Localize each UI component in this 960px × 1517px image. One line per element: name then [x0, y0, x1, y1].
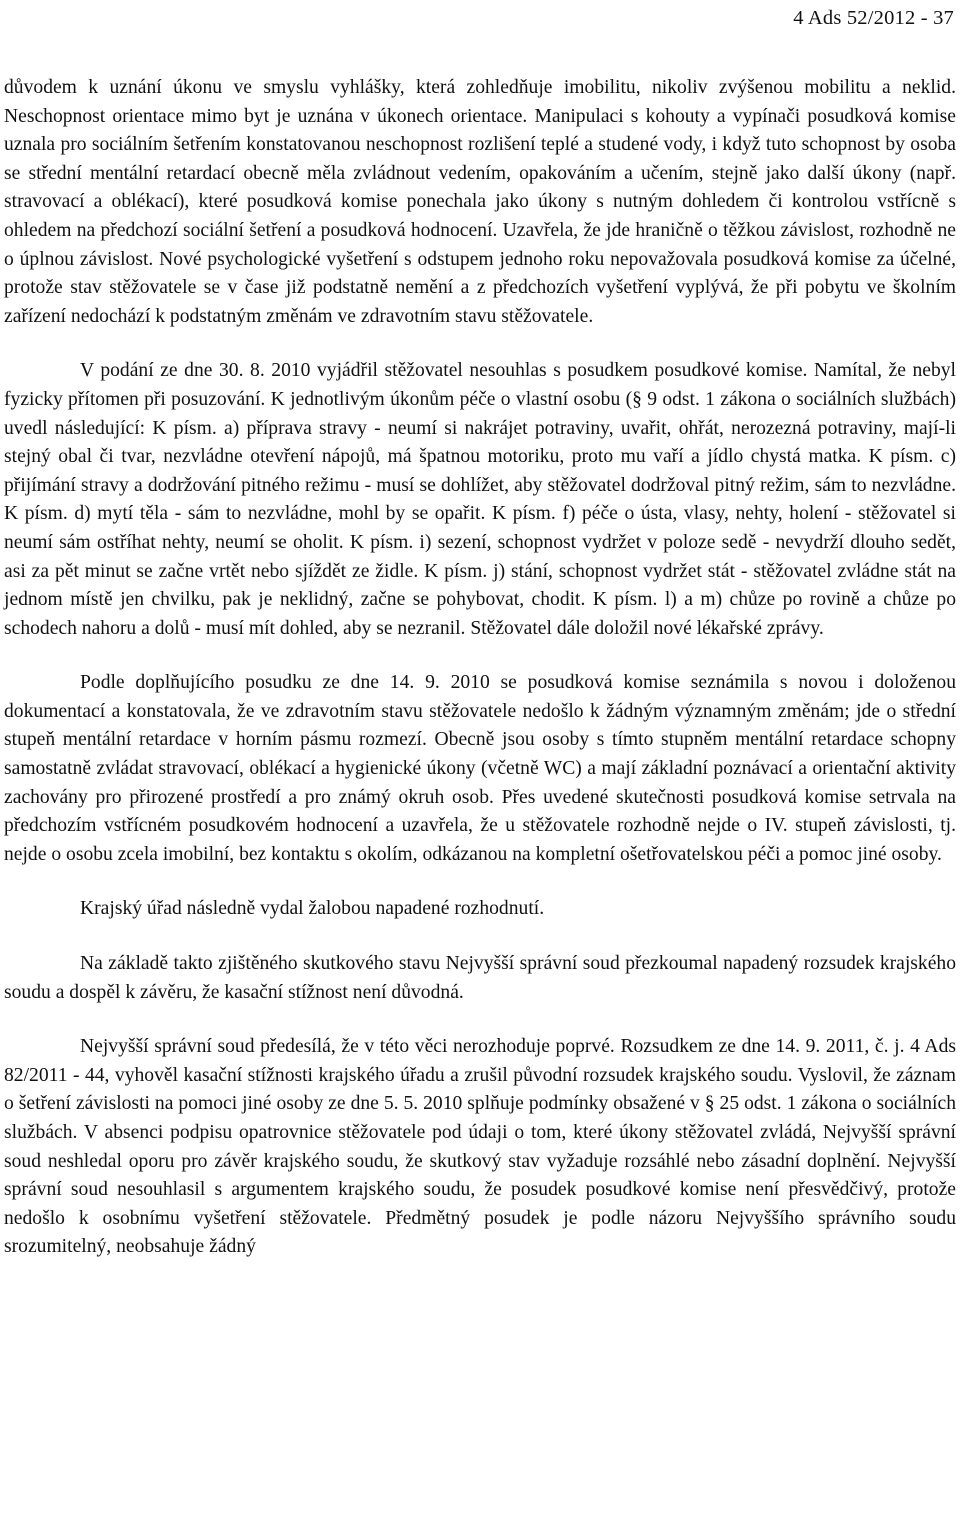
paragraph-doplnujici-posudek: Podle doplňujícího posudku ze dne 14. 9. 2010 se posudková komise seznámila s novou i doloženou dokumentací a konstatovala, že ve zdravotním stavu stěžovatele nedošlo k žádným významným změnám; jde o střední stupeň mentální retardace v horním pásmu rozmezí. Obecně jsou osoby s tímto stupněm mentální retardace schopny samostatně zvládat stravovací, oblékací a hygienické úkony (včetně WC) a mají základní poznávací a orientační aktivity zachovány pro přirozené prostředí a pro známý okruh osob. Přes uvedené skutečnosti posudková komise setrvala na předchozím vstřícném posudkovém hodnocení a uzavřela, že u stěžovatele rozhodně nejde o IV. stupeň závislosti, tj. nejde o osobu zcela imobilní, bez kontaktu s okolím, odkázanou na kompletní ošetřovatelskou péči a pomoc jiné osoby.: [4, 672, 956, 865]
document-body: [4, 74, 956, 1262]
paragraph-posudek-continuation: důvodem k uznání úkonu ve smyslu vyhlášky, která zohledňuje imobilitu, nikoliv zvýšenou mobilitu a neklid. Neschopnost orientace mimo byt je uznána v úkonech orientace. Manipulaci s kohouty a vypínači posudková komise uznala pro sociálním šetřením konstatovanou neschopnost rozlišení teplé a studené vody, i když tuto schopnost by osoba se střední mentální retardací obecně měla zvládnout vedením, opakováním a učením, stejně jako další úkony (např. stravovací a oblékací), které posudková komise ponechala jako úkony s nutným dohledem či kontrolou vstřícně s ohledem na předchozí sociální šetření a posudková hodnocení. Uzavřela, že jde hraničně o těžkou závislost, rozhodně ne o úplnou závislost. Nové psychologické vyšetření s odstupem jednoho roku nepovažovala posudková komise za účelné, protože stav stěžovatele se v čase již podstatně nemění a z předchozích vyšetření vyplývá, že při pobytu ve školním zařízení nedochází k podstatným změnám ve zdravotním stavu stěžovatele.: [4, 77, 956, 327]
paragraph-krajsky-urad: Krajský úřad následně vydal žalobou napadené rozhodnutí.: [80, 898, 545, 920]
paragraph-prezkum: Na základě takto zjištěného skutkového stavu Nejvyšší správní soud přezkoumal napadený rozsudek krajského soudu a dospěl k závěru, že kasační stížnost není důvodná.: [4, 953, 956, 1003]
paragraph-podani: V podání ze dne 30. 8. 2010 vyjádřil stěžovatel nesouhlas s posudkem posudkové komise. Namítal, že nebyl fyzicky přítomen při posuzování. K jednotlivým úkonům péče o vlastní osobu (§ 9 odst. 1 zákona o sociálních službách) uvedl následující: K písm. a) příprava stravy - neumí si nakrájet potraviny, uvařit, ohřát, nerozezná potraviny, mají-li stejný obal či tvar, nezvládne otevření nápojů, má špatnou motoriku, proto mu vaří a jídlo chystá matka. K písm. c) přijímání stravy a dodržování pitného režimu - musí se dohlížet, aby stěžovatel dodržoval pitný režim, sám to nezvládne. K písm. d) mytí těla - sám to nezvládne, mohl by se opařit. K písm. f) péče o ústa, vlasy, nehty, holení - stěžovatel si neumí sám ostříhat nehty, neumí se oholit. K písm. i) sezení, schopnost vydržet v poloze sedě - nevydrží dlouho sedět, asi za pět minut se začne vrtět nebo sjíždět ze židle. K písm. j) stání, schopnost vydržet stát - stěžovatel zvládne stát na jednom místě jen chvilku, pak je neklidný, začne se pohybovat, chodit. K písm. l) a m) chůze po rovině a chůze po schodech nahoru a dolů - musí mít dohled, aby se nezranil. Stěžovatel dále doložil nové lékařské zprávy.: [4, 360, 956, 639]
paragraph-predesila: Nejvyšší správní soud předesílá, že v této věci nerozhoduje poprvé. Rozsudkem ze dne 14. 9. 2011, č. j. 4 Ads 82/2011 - 44, vyhověl kasační stížnosti krajského úřadu a zrušil původní rozsudek krajského soudu. Vyslovil, že záznam o šetření závislosti na pomoci jiné osoby ze dne 5. 5. 2010 splňuje podmínky obsažené v § 25 odst. 1 zákona o sociálních službách. V absenci podpisu opatrovnice stěžovatele pod údaji o tom, které úkony stěžovatel zvládá, Nejvyšší správní soud neshledal oporu pro závěr krajského soudu, že skutkový stav vyžaduje rozsáhlé nebo zásadní doplnění. Nejvyšší správní soud nesouhlasil s argumentem krajského soudu, že posudek posudkové komise není přesvědčivý, protože nedošlo k osobnímu vyšetření stěžovatele. Předmětný posudek je podle názoru Nejvyššího správního soudu srozumitelný, neobsahuje žádný: [4, 1036, 956, 1258]
case-number-header: 4 Ads 52/2012 - 37: [793, 7, 954, 29]
